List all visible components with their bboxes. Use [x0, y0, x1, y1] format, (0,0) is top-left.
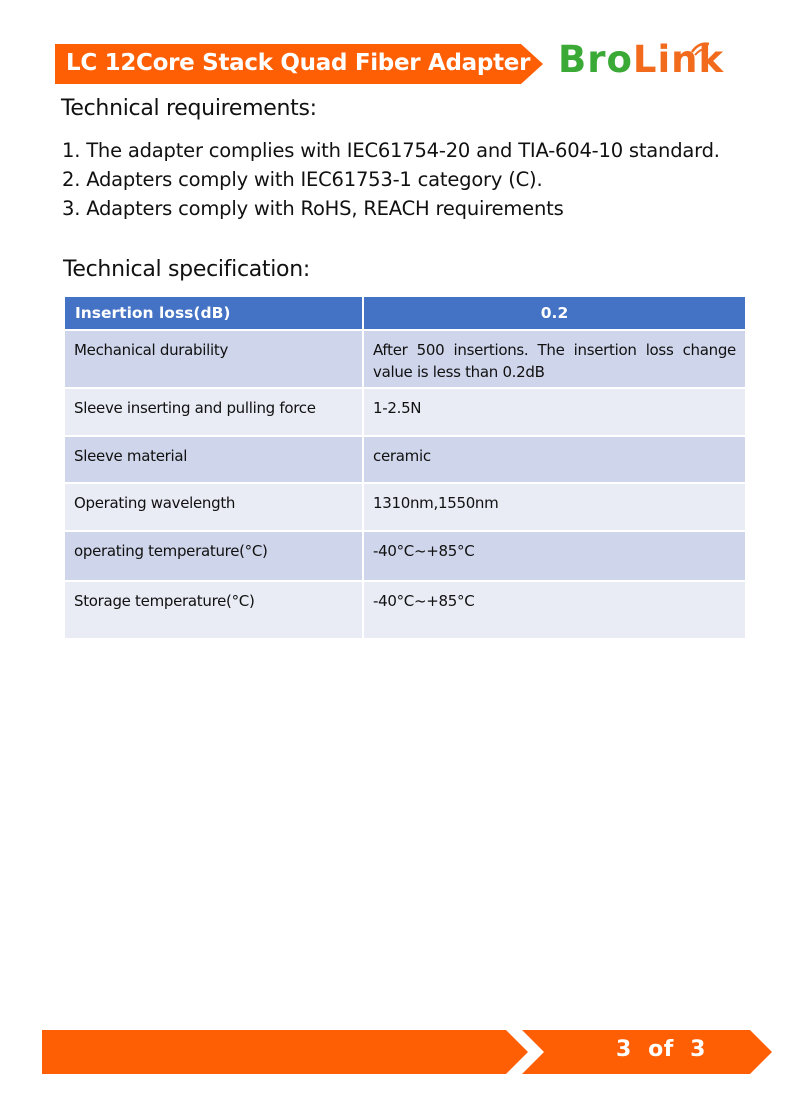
table-row [65, 531, 746, 581]
value-cell: After 500 insertions. The insertion loss change value is less than 0.2dB [363, 330, 746, 388]
specification-heading: Technical specification: [63, 257, 310, 282]
logo-text-lin: Lin [632, 38, 699, 81]
table-row [65, 388, 746, 436]
requirements-heading: Technical requirements: [61, 96, 317, 121]
param-cell: Mechanical durability [65, 330, 363, 388]
value-cell: 1310nm,1550nm [363, 483, 746, 531]
table-header-row [65, 297, 746, 330]
param-cell: Storage temperature(°C) [65, 581, 363, 638]
param-cell: Sleeve material [65, 436, 363, 483]
requirements-list [62, 136, 720, 223]
table-row [65, 483, 746, 531]
specification-table [65, 297, 747, 638]
header-value-cell: 0.2 [363, 297, 746, 330]
header-param-cell: Insertion loss(dB) [65, 297, 363, 330]
logo-text-k: k [698, 38, 725, 81]
param-cell: Sleeve inserting and pulling force [65, 388, 363, 436]
value-cell: 1-2.5N [363, 388, 746, 436]
header-banner [55, 44, 543, 84]
logo-text-bro: Bro [558, 38, 633, 81]
value-cell: ceramic [363, 436, 746, 483]
page-number: 3 of 3 [616, 1037, 706, 1062]
table-row [65, 330, 746, 388]
param-cell: operating temperature(°C) [65, 531, 363, 581]
table-row [65, 581, 746, 638]
requirement-item: 2. Adapters comply with IEC61753-1 category (C). [62, 168, 543, 191]
document-title: LC 12Core Stack Quad Fiber Adapter [66, 50, 531, 76]
param-cell: Operating wavelength [65, 483, 363, 531]
value-cell: -40°C~+85°C [363, 581, 746, 638]
value-cell: -40°C~+85°C [363, 531, 746, 581]
requirement-item: 1. The adapter complies with IEC61754-20 and TIA-604-10 standard. [62, 139, 720, 162]
table-row [65, 436, 746, 483]
requirement-item: 3. Adapters comply with RoHS, REACH requirements [62, 197, 564, 220]
brolink-logo [558, 40, 748, 86]
signal-wave-icon [689, 40, 715, 56]
